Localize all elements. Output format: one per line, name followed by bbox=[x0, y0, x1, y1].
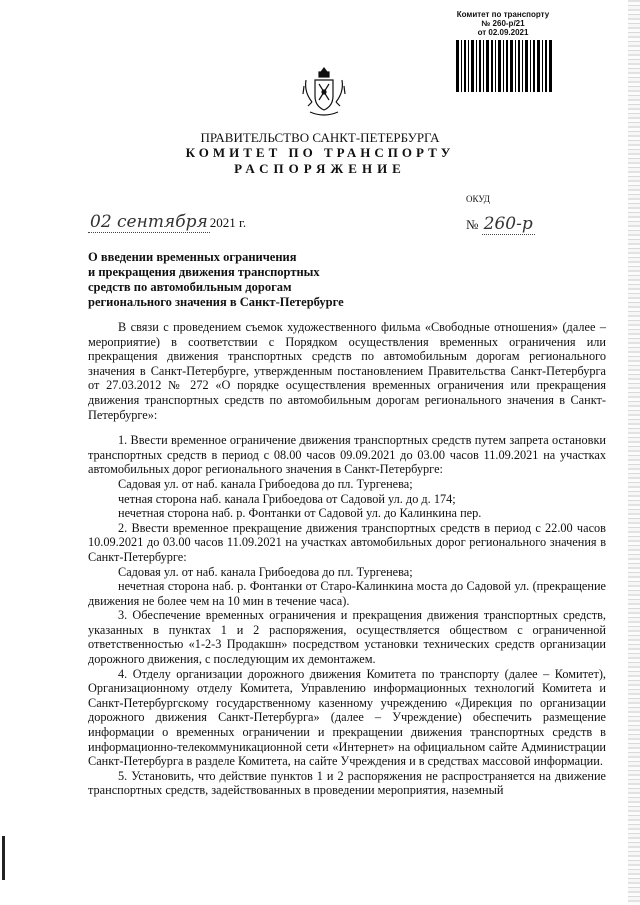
document-number bbox=[466, 214, 535, 234]
clause-3: 3. Обеспечение временных ограничения и прекращения движения транспортных средств, указанных в пунктах 1 и 2 распоряжения, осуществляется обществом с ограниченной ответственностью «1-2-3 Продакшн» посредством установки технических средств организации дорожного движения, с последующим их демонтажем. bbox=[88, 608, 606, 667]
clause-5: 5. Установить, что действие пунктов 1 и 2 распоряжения не распространяется на движение транспортных средств, задействованных в проведении мероприятия, наземный bbox=[88, 768, 606, 798]
document-subject bbox=[88, 250, 388, 310]
clause-1: 1. Ввести временное ограничение движения транспортных средств путем запрета остановки транспортных средств в период с 08.00 часов 09.09.2021 до 03.00 часов 11.09.2021 на участках автомобильных дорог регионального значения в Санкт-Петербурге: bbox=[88, 433, 606, 477]
clause-4: 4. Отделу организации дорожного движения Комитета по транспорту (далее – Комитет), Организационному отделу Комитета, Управлению информационных технологий Комитета и Санкт-Петербургскому государственному казенному учреждению «Дирекция по организации дорожного движения Санкт-Петербурга» (далее – Учреждение) обеспечить размещение информации о временных ограничении и прекращении движения транспортных средств в информационно-телекоммуникационной сети «Интернет» на официальном сайте Администрации Санкт-Петербурга в разделе Комитета, на сайте Учреждения и в средствах массовой информации. bbox=[88, 666, 606, 769]
stamp-line-1: Комитет по транспорту bbox=[456, 10, 550, 19]
number-prefix: № bbox=[466, 217, 479, 232]
committee-title: КОМИТЕТ ПО ТРАНСПОРТУ bbox=[185, 145, 455, 160]
clause-2: 2. Ввести временное прекращение движения транспортных средств в период с 22.00 часов 10.09.2021 до 03.00 часов 11.09.2021 на участках автомобильных дорог регионального значения в Санкт-Петербурге: bbox=[88, 520, 606, 564]
okud-label: ОКУД bbox=[466, 194, 490, 204]
intro-paragraph: В связи с проведением съемок художественного фильма «Свободные отношения» (далее – мероприятие) в соответствии с Порядком осуществления временных ограничения или прекращения движения транспортных средств по автомобильным дорогам регионального значения в Санкт-Петербурге, утвержденным постановлением Правительства Санкт-Петербурга от 27.03.2012 № 272 «О порядке осуществления временных ограничения или прекращения движения транспортных средств по автомобильным дорогам регионального значения в Санкт-Петербурге»: bbox=[88, 320, 606, 422]
date-handwritten: 02 сентября bbox=[90, 212, 208, 232]
coat-of-arms-icon bbox=[302, 66, 346, 118]
clause-1-item: нечетная сторона наб. р. Фонтанки от Садовой ул. до Калинкина пер. bbox=[118, 506, 482, 521]
subject-line: О введении временных ограничения bbox=[88, 250, 297, 264]
subject-line: регионального значения в Санкт-Петербурге bbox=[88, 295, 344, 309]
date-year: 2021 г. bbox=[209, 215, 247, 230]
clause-1-item: четная сторона наб. канала Грибоедова от Садовой ул. до д. 174; bbox=[118, 491, 456, 506]
subject-line: средств по автомобильным дорогам bbox=[88, 280, 292, 294]
barcode-icon bbox=[456, 40, 552, 92]
clause-2-item: Садовая ул. от наб. канала Грибоедова до пл. Тургенева; bbox=[118, 564, 413, 579]
registration-stamp bbox=[448, 10, 558, 37]
stamp-line-2: № 260-р/21 bbox=[481, 19, 525, 28]
subject-line: и прекращения движения транспортных bbox=[88, 265, 320, 279]
stamp-line-3: от 02.09.2021 bbox=[477, 28, 529, 37]
number-handwritten: 260-р bbox=[483, 214, 533, 234]
document-type-title: РАСПОРЯЖЕНИЕ bbox=[234, 161, 406, 176]
clause-2-item: нечетная сторона наб. р. Фонтанки от Старо-Калинкина моста до Садовой ул. (прекращение движения не более чем на 10 мин в течение часа). bbox=[88, 579, 606, 608]
document-date bbox=[88, 212, 246, 232]
document-body bbox=[88, 320, 606, 798]
government-title: ПРАВИТЕЛЬСТВО САНКТ-ПЕТЕРБУРГА bbox=[200, 130, 440, 145]
clause-1-item: Садовая ул. от наб. канала Грибоедова до пл. Тургенева; bbox=[118, 476, 413, 491]
scan-left-mark bbox=[2, 836, 5, 880]
